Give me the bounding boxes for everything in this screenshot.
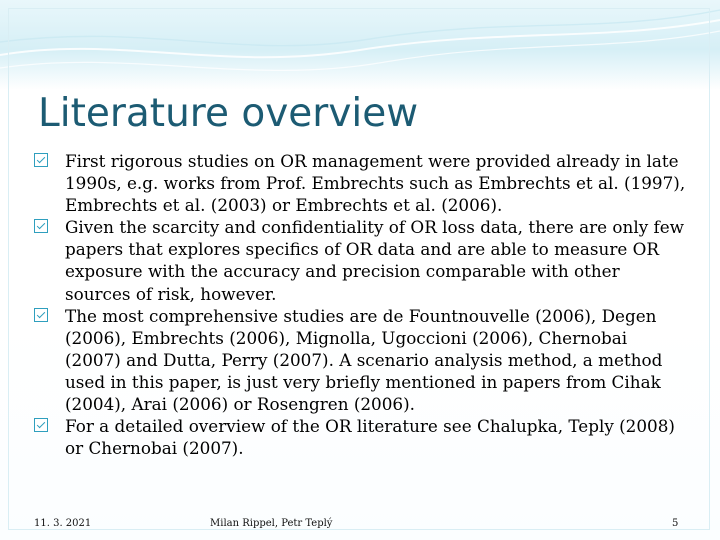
literature-bullets-list (34, 150, 686, 459)
checkbox-check-icon (34, 153, 48, 167)
checkbox-check-icon (34, 418, 48, 432)
decorative-wave-lines (0, 0, 720, 90)
bullet-text-early-studies: First rigorous studies on OR management were provided already in late 1990s, e.g. works from Prof. Embrechts such as Embrechts et al. (1997), Embrechts et al. (2003) or Embrechts et al. (2006). (65, 151, 686, 216)
checkbox-check-icon (34, 219, 48, 233)
bullet-item-comprehensive-studies (34, 305, 686, 415)
bullet-text-comprehensive-studies: The most comprehensive studies are de Fountnouvelle (2006), Degen (2006), Embrechts (2006), Mignolla, Ugoccioni (2006), Chernobai (2007) and Dutta, Perry (2007). A scenario analysis method, a method used in this paper, is just very briefly mentioned in papers from Cihak (2004), Arai (2006) or Rosengren (2006). (65, 305, 663, 415)
bullet-text-detailed-overview: For a detailed overview of the OR literature see Chalupka, Teply (2008) or Chernobai (2007). (65, 416, 675, 459)
bullet-item-data-scarcity (34, 216, 686, 304)
bullet-item-detailed-overview (34, 415, 686, 459)
footer-author: Milan Rippel, Petr Teplý (210, 518, 333, 529)
slide-title: Literature overview (38, 91, 419, 136)
decorative-header-band (0, 0, 720, 90)
bullet-item-early-studies (34, 150, 686, 216)
footer-page-number: 5 (672, 518, 679, 529)
bullet-text-data-scarcity: Given the scarcity and confidentiality of OR loss data, there are only few papers that explores specifics of OR data and are able to measure OR exposure with the accuracy and precision comparable with other sources of risk, however. (65, 217, 685, 304)
checkbox-check-icon (34, 308, 48, 322)
footer-date: 11. 3. 2021 (34, 518, 92, 529)
